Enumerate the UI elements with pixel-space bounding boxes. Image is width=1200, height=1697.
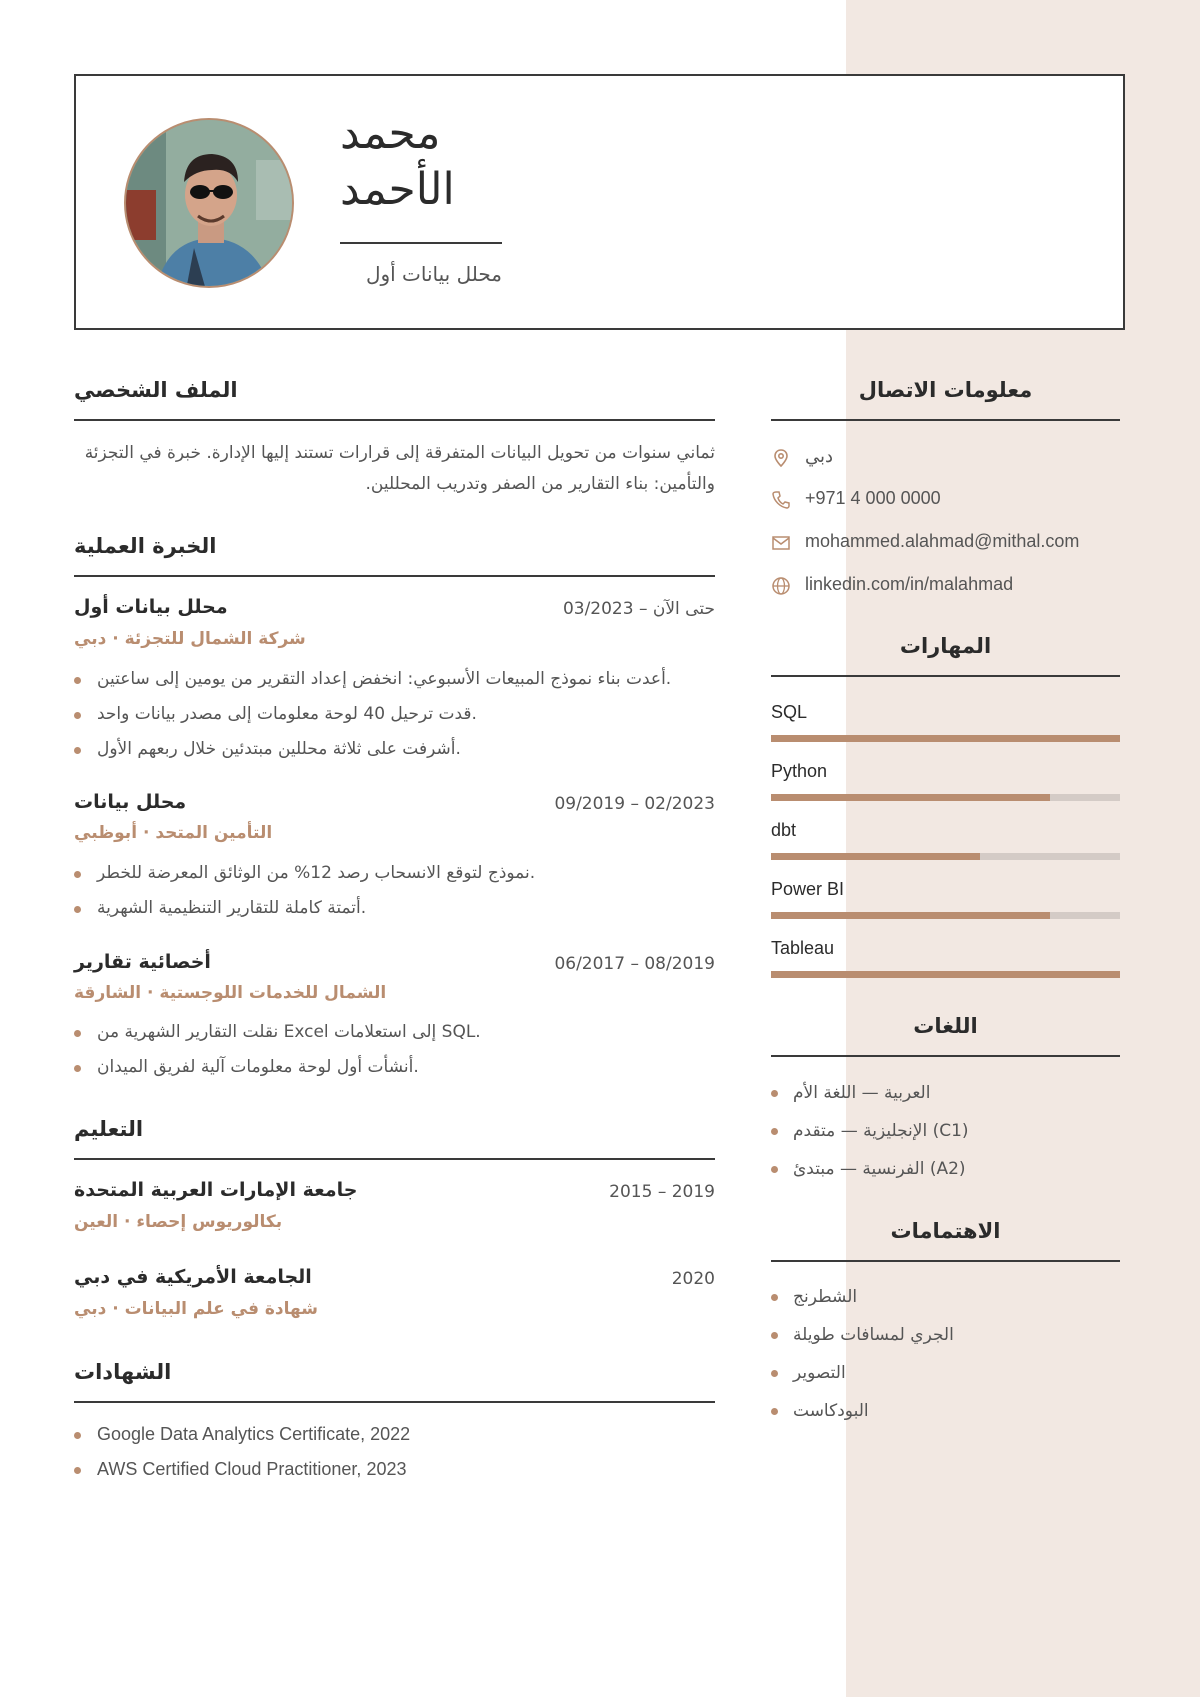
job-company: التأمين المتحد · أبوظبي: [74, 823, 273, 843]
interests-divider: [771, 1260, 1120, 1262]
skills-heading: المهارات: [899, 634, 992, 658]
header-card: [74, 74, 1125, 330]
education-heading: التعليم: [74, 1117, 144, 1141]
job-bullets: [74, 667, 715, 772]
languages-heading: اللغات: [913, 1014, 978, 1038]
skill-fill: [771, 853, 980, 860]
list-item: الفرنسية — مبتدئ (A2): [771, 1157, 1120, 1195]
skill-label: Tableau: [771, 938, 835, 958]
list-item: أنشأت أول لوحة معلومات آلية لفريق الميدان.: [74, 1055, 715, 1090]
job-company: شركة الشمال للتجزئة · دبي: [74, 629, 306, 649]
skill-fill: [771, 912, 1050, 919]
list-item: الجري لمسافات طويلة: [771, 1323, 1120, 1361]
job-date: 09/2019 – 02/2023: [554, 794, 715, 814]
education-detail: بكالوريوس إحصاء · العين: [74, 1212, 283, 1232]
interests-heading: الاهتمامات: [890, 1219, 1001, 1243]
skill-fill: [771, 735, 1120, 742]
skill-label: dbt: [771, 820, 797, 840]
education-date: 2020: [671, 1269, 715, 1289]
first-name: محمد: [340, 108, 441, 159]
skills-divider: [771, 675, 1120, 677]
list-item: قدت ترحيل 40 لوحة معلومات إلى مصدر بيانات واحد.: [74, 702, 715, 737]
contact-divider: [771, 419, 1120, 421]
interests-list: [771, 1285, 1120, 1437]
skill-fill: [771, 971, 1120, 978]
job-title: محلل بيانات: [74, 791, 187, 813]
email-link[interactable]: mohammed.alahmad@mithal.com: [805, 531, 1080, 551]
education-date: 2015 – 2019: [609, 1182, 715, 1202]
list-item: الشطرنج: [771, 1285, 1120, 1323]
avatar: [124, 118, 294, 288]
list-item: AWS Certified Cloud Practitioner, 2023: [74, 1457, 715, 1492]
job-bullets: [74, 1020, 715, 1090]
list-item: الإنجليزية — متقدم (C1): [771, 1119, 1120, 1157]
skill-fill: [771, 794, 1050, 801]
last-name: الأحمد: [340, 164, 455, 215]
list-item: أتمتة كاملة للتقارير التنظيمية الشهرية.: [74, 896, 715, 931]
experience-divider: [74, 575, 715, 577]
list-item: أشرفت على ثلاثة محللين مبتدئين خلال ربعهم الأول.: [74, 737, 715, 772]
skill-label: SQL: [771, 702, 808, 722]
job-date: 06/2017 – 08/2019: [554, 954, 715, 974]
phone-icon: [771, 490, 791, 510]
skill-bar: [771, 912, 1120, 919]
contact-heading: معلومات الاتصال: [858, 378, 1033, 402]
contact-location: [771, 444, 1120, 472]
job-date: 03/2023 – حتى الآن: [562, 599, 715, 619]
name-block: [340, 106, 640, 286]
school-name: جامعة الإمارات العربية المتحدة: [74, 1179, 358, 1201]
list-item: Google Data Analytics Certificate, 2022: [74, 1422, 715, 1457]
contact-phone: [771, 486, 1120, 514]
skill-bar: [771, 735, 1120, 742]
certificates-list: [74, 1422, 715, 1492]
skill-bar: [771, 853, 1120, 860]
job-title: محلل بيانات أول: [74, 596, 228, 618]
certificates-divider: [74, 1401, 715, 1403]
location-text: دبي: [805, 446, 834, 466]
languages-divider: [771, 1055, 1120, 1057]
experience-heading: الخبرة العملية: [74, 534, 217, 558]
skill-bar: [771, 971, 1120, 978]
contact-linkedin: [771, 572, 1120, 600]
skill-label: Python: [771, 761, 828, 781]
list-item: العربية — اللغة الأم: [771, 1081, 1120, 1119]
name-divider: [340, 242, 502, 244]
contact-email: [771, 529, 1120, 557]
job-bullets: [74, 861, 715, 931]
list-item: التصوير: [771, 1361, 1120, 1399]
skill-label: Power BI: [771, 879, 845, 899]
languages-list: [771, 1081, 1120, 1195]
education-divider: [74, 1158, 715, 1160]
list-item: نموذج لتوقع الانسحاب رصد 12% من الوثائق المعرضة للخطر.: [74, 861, 715, 896]
profile-summary: ثماني سنوات من تحويل البيانات المتفرقة إلى قرارات تستند إليها الإدارة. خبرة في التجزئة والتأمين: بناء التقارير من الصفر وتدريب المحللين.: [84, 443, 715, 494]
profile-divider: [74, 419, 715, 421]
phone-text[interactable]: +971 4 000 0000: [805, 488, 941, 508]
school-name: الجامعة الأمريكية في دبي: [74, 1266, 312, 1288]
education-detail: شهادة في علم البيانات · دبي: [74, 1299, 318, 1319]
skill-bar: [771, 794, 1120, 801]
list-item: البودكاست: [771, 1399, 1120, 1437]
linkedin-link[interactable]: linkedin.com/in/malahmad: [805, 574, 1014, 594]
globe-icon: [771, 576, 791, 596]
certificates-heading: الشهادات: [74, 1360, 172, 1384]
job-company: الشمال للخدمات اللوجستية · الشارقة: [74, 983, 387, 1003]
list-item: أعدت بناء نموذج المبيعات الأسبوعي: انخفض إعداد التقرير من يومين إلى ساعتين.: [74, 667, 715, 702]
job-role: محلل بيانات أول: [365, 262, 502, 286]
profile-heading: الملف الشخصي: [74, 378, 238, 402]
envelope-icon: [771, 533, 791, 553]
list-item: نقلت التقارير الشهرية من Excel إلى استعلامات SQL.: [74, 1020, 715, 1055]
location-pin-icon: [771, 448, 791, 468]
job-title: أخصائية تقارير: [74, 951, 211, 973]
